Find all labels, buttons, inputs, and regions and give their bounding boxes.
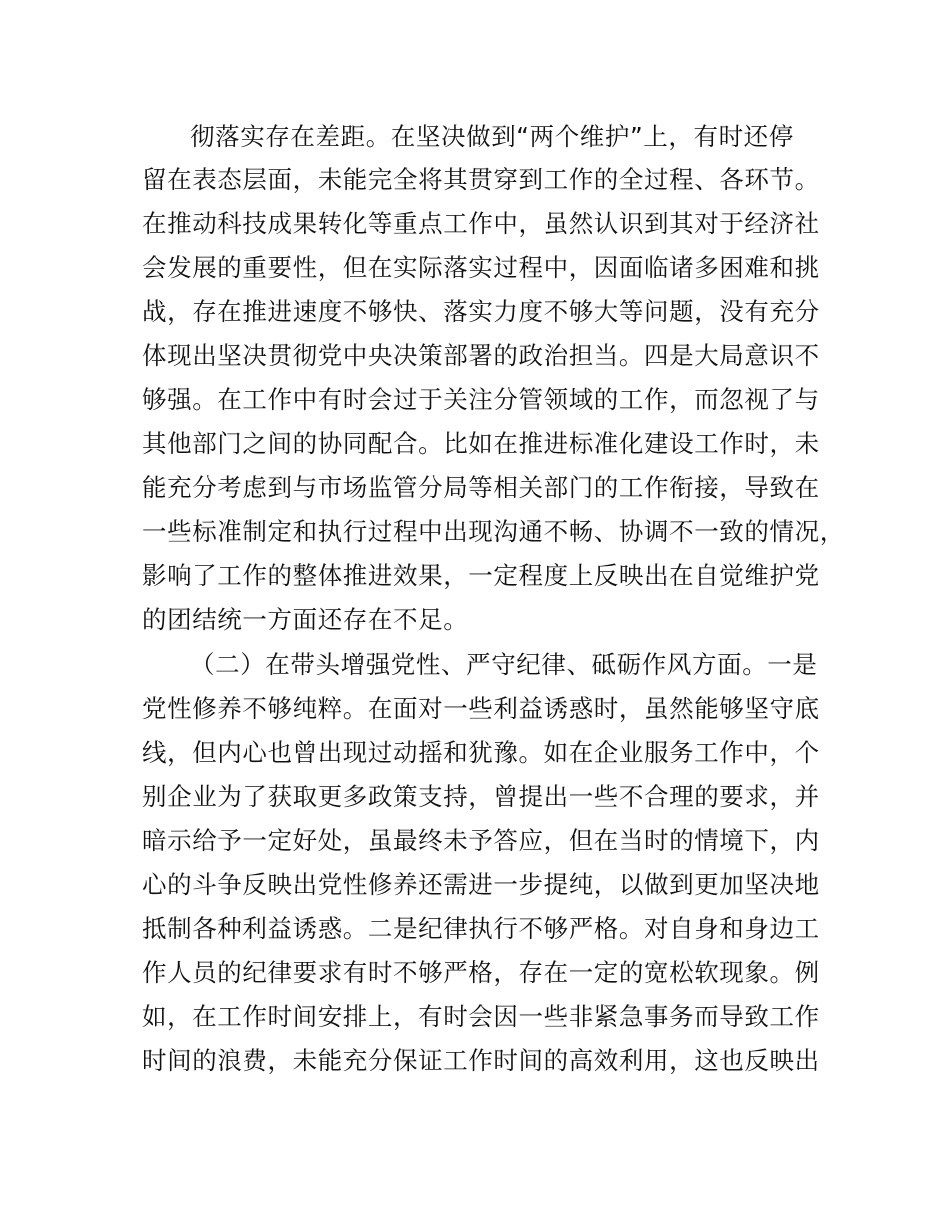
paragraph-line: 作人员的纪律要求有时不够严格，存在一定的宽松软现象。例 — [142, 958, 820, 987]
paragraph-line: 别企业为了获取更多政策支持，曾提出一些不合理的要求，并 — [142, 782, 820, 811]
paragraph-line: 抵制各种利益诱惑。二是纪律执行不够严格。对自身和身边工 — [142, 914, 820, 943]
paragraph-line: 战，存在推进速度不够快、落实力度不够大等问题，没有充分 — [142, 297, 820, 326]
paragraph-line: 够强。在工作中有时会过于关注分管领域的工作，而忽视了与 — [142, 385, 820, 414]
paragraph-line: 留在表态层面，未能完全将其贯穿到工作的全过程、各环节。 — [142, 165, 820, 194]
paragraph-line: 暗示给予一定好处，虽最终未予答应，但在当时的情境下，内 — [142, 826, 820, 855]
paragraph-line: 能充分考虑到与市场监管分局等相关部门的工作衔接，导致在 — [142, 473, 820, 502]
paragraph-line: 如，在工作时间安排上，有时会因一些非紧急事务而导致工作 — [142, 1002, 820, 1031]
paragraph-line: 影响了工作的整体推进效果，一定程度上反映出在自觉维护党 — [142, 561, 820, 590]
paragraph-line: 一些标准制定和执行过程中出现沟通不畅、协调不一致的情况， — [142, 517, 845, 546]
paragraph-line: 的团结统一方面还存在不足。 — [142, 605, 469, 634]
paragraph-line: 彻落实存在差距。在坚决做到“两个维护”上，有时还停 — [190, 122, 794, 151]
paragraph-line: 在推动科技成果转化等重点工作中，虽然认识到其对于经济社 — [142, 209, 820, 238]
paragraph-line: 时间的浪费，未能充分保证工作时间的高效利用，这也反映出 — [142, 1046, 820, 1075]
paragraph-line: 党性修养不够纯粹。在面对一些利益诱惑时，虽然能够坚守底 — [142, 694, 820, 723]
paragraph-line: 会发展的重要性，但在实际落实过程中，因面临诸多困难和挑 — [142, 253, 820, 282]
paragraph-line: 体现出坚决贯彻党中央决策部署的政治担当。四是大局意识不 — [142, 341, 820, 370]
paragraph-line: 心的斗争反映出党性修养还需进一步提纯，以做到更加坚决地 — [142, 870, 820, 899]
paragraph-line: 其他部门之间的协同配合。比如在推进标准化建设工作时，未 — [142, 429, 820, 458]
paragraph-line: （二）在带头增强党性、严守纪律、砥砺作风方面。一是 — [190, 650, 818, 679]
paragraph-line: 线，但内心也曾出现过动摇和犹豫。如在企业服务工作中，个 — [142, 738, 820, 767]
